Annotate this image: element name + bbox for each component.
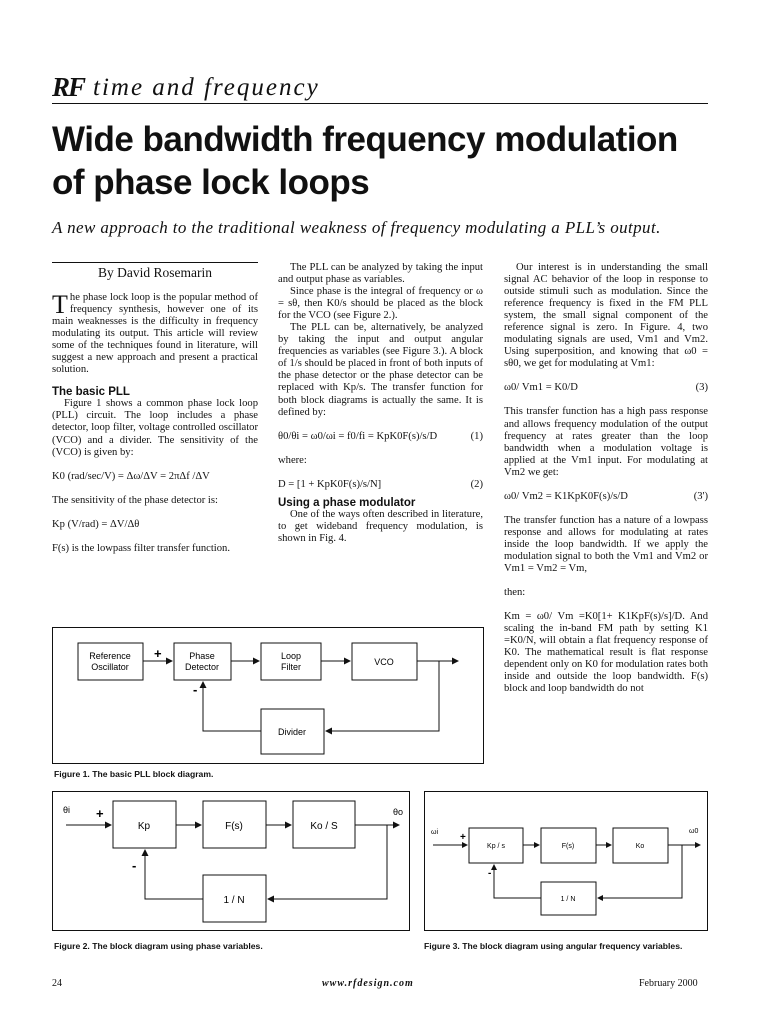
plus-sign: + xyxy=(460,832,466,843)
ko-label: Ko xyxy=(635,843,645,850)
omega-i-label: ωi xyxy=(431,829,439,836)
ref-label-1: Reference xyxy=(89,651,131,661)
rf-logo: RF xyxy=(52,72,85,102)
figure-3-caption: Figure 3. The block diagram using angular frequency variables. xyxy=(424,941,683,951)
kp-label: Kp xyxy=(137,821,151,832)
minus-sign: - xyxy=(193,682,198,697)
kp-s-label: Kp / s xyxy=(487,843,505,850)
article-subtitle: A new approach to the traditional weakness of frequency modulating a PLL’s output. xyxy=(52,218,661,237)
omega-0-label: ω0 xyxy=(689,828,699,835)
divider-label: Divider xyxy=(277,727,307,737)
col3-paragraph-4: Km = ω0/ Vm =K0[1+ K1KpF(s)/s]/D. And scaling the in-band FM path by setting K1 =K0/N, will obtain a flat frequency response of K0. The mathematical result is flat response dependent only on K0 for modulation rates both inside and outside the loop bandwidth. F(s) block and loop bandwidth do not xyxy=(504,611,708,695)
minus-sign: - xyxy=(132,858,137,873)
theta-i-label: θi xyxy=(63,805,71,815)
col3-paragraph-1: Our interest is in understanding the small signal AC behavior of the loop in response to outside stimuli such as modulation. Since the reference frequency is fixed in the FM PLL system, the small signal component of the reference signal is zero. In Figure. 4, two modulating signals are used, Vm1 and Vm2. Using superposition, and knowing that ω0 = sθ0, we get for modulating at Vm1: xyxy=(504,262,708,370)
equation-1: θ0/θi = ω0/ωi = f0/fi = KpK0F(s)/s/D (1) xyxy=(278,430,483,442)
lf-label-1: Loop xyxy=(280,651,302,661)
col2-paragraph-1: The PLL can be analyzed by taking the input and output phase as variables. xyxy=(278,262,483,286)
figure-3 xyxy=(424,791,708,931)
equation-3-prime: ω0/ Vm2 = K1KpK0F(s)/s/D (3') xyxy=(504,490,708,502)
heading-phase-modulator: Using a phase modulator xyxy=(278,496,416,509)
paragraph-phase-detector: The sensitivity of the phase detector is: xyxy=(52,494,218,506)
minus-sign: - xyxy=(488,868,492,879)
where-label: where: xyxy=(278,454,307,466)
issue-date: February 2000 xyxy=(639,978,698,989)
equation-kp: Kp (V/rad) = ΔV/Δθ xyxy=(52,518,140,530)
paragraph-phase-modulator: One of the ways often described in literature, to get wideband frequency modulation, is shown in Fig. 4. xyxy=(278,508,483,544)
vco-label: VCO xyxy=(374,657,394,667)
figure-1 xyxy=(52,627,484,764)
figure-3-diagram xyxy=(425,792,707,930)
col3-paragraph-2: This transfer function has a high pass response and allows frequency modulation of the output frequency at rates greater than the loop bandwidth when a modulation voltage is applied at the Vm1 input. For modulating at Vm2 we get: xyxy=(504,406,708,478)
fs-label: F(s) xyxy=(225,821,243,832)
footer-url[interactable]: www.rfdesign.com xyxy=(322,978,414,989)
plus-sign: + xyxy=(96,806,104,821)
running-header xyxy=(52,70,708,104)
figure-1-caption: Figure 1. The basic PLL block diagram. xyxy=(54,769,214,779)
pd-label-1: Phase xyxy=(189,651,215,661)
intro-paragraph: he phase lock loop is the popular method of frequency synthesis, however one of its main weaknesses is the difficulty in frequency modulating its output. This article will review some of the techniques found in literature, will suggest a new approach and present a practical solution. xyxy=(52,292,258,376)
plus-sign: + xyxy=(154,646,162,661)
figure-2-caption: Figure 2. The block diagram using phase variables. xyxy=(54,941,263,951)
figure-2-diagram xyxy=(53,792,409,930)
equation-k0: K0 (rad/sec/V) = Δω/ΔV = 2πΔf /ΔV xyxy=(52,470,210,482)
column-1 xyxy=(52,262,258,555)
pd-label-2: Detector xyxy=(184,662,220,672)
ko-label: Ko / S xyxy=(310,821,338,832)
drop-cap: T xyxy=(52,290,68,319)
equation-3: ω0/ Vm1 = K0/D (3) xyxy=(504,382,708,394)
paragraph-basic-pll: Figure 1 shows a common phase lock loop (PLL) circuit. The loop includes a phase detector, loop filter, voltage controlled oscillator (VCO) and a divider. The sensitivity of the (VCO) is given by: xyxy=(52,398,258,458)
col2-paragraph-3: The PLL can be, alternatively, be analyzed by taking the input and output angular frequencies as variables (see Figure 3.). A block of 1/s should be placed in front of both inputs of the phase detector or the phase detector can be replaced with Kp/s. The transfer function for both block diagrams is actually the same. It is defined by: xyxy=(278,322,483,418)
ref-label-2: Oscillator xyxy=(91,662,129,672)
section-title: time and frequency xyxy=(93,74,320,101)
n-label: 1 / N xyxy=(560,896,576,903)
equation-2: D = [1 + KpK0F(s)/s/N] (2) xyxy=(278,478,483,490)
column-2 xyxy=(278,262,483,545)
column-3 xyxy=(504,262,708,695)
heading-basic-pll: The basic PLL xyxy=(52,386,130,399)
lf-label-2: Filter xyxy=(281,662,301,672)
article-title: Wide bandwidth frequency modulation of phase lock loops xyxy=(52,120,678,202)
col2-paragraph-2: Since phase is the integral of frequency or ω = sθ, then K0/s should be placed as the block for the VCO (see Figure 2.). xyxy=(278,286,483,322)
paragraph-fs: F(s) is the lowpass filter transfer function. xyxy=(52,542,230,554)
byline: By David Rosemarin xyxy=(98,265,212,280)
figure-1-diagram xyxy=(53,628,483,763)
theta-o-label: θo xyxy=(393,807,404,817)
col3-paragraph-3: The transfer function has a nature of a lowpass response and allows for modulating at rates inside the loop bandwidth. If we apply the modulation signal to both the Vm1 and Vm2 or Vm1 = Vm2 = Vm, xyxy=(504,514,708,574)
figure-2 xyxy=(52,791,410,931)
page-number: 24 xyxy=(52,978,62,989)
fs-label: F(s) xyxy=(561,843,575,850)
n-label: 1 / N xyxy=(223,895,245,906)
then-label: then: xyxy=(504,587,526,599)
